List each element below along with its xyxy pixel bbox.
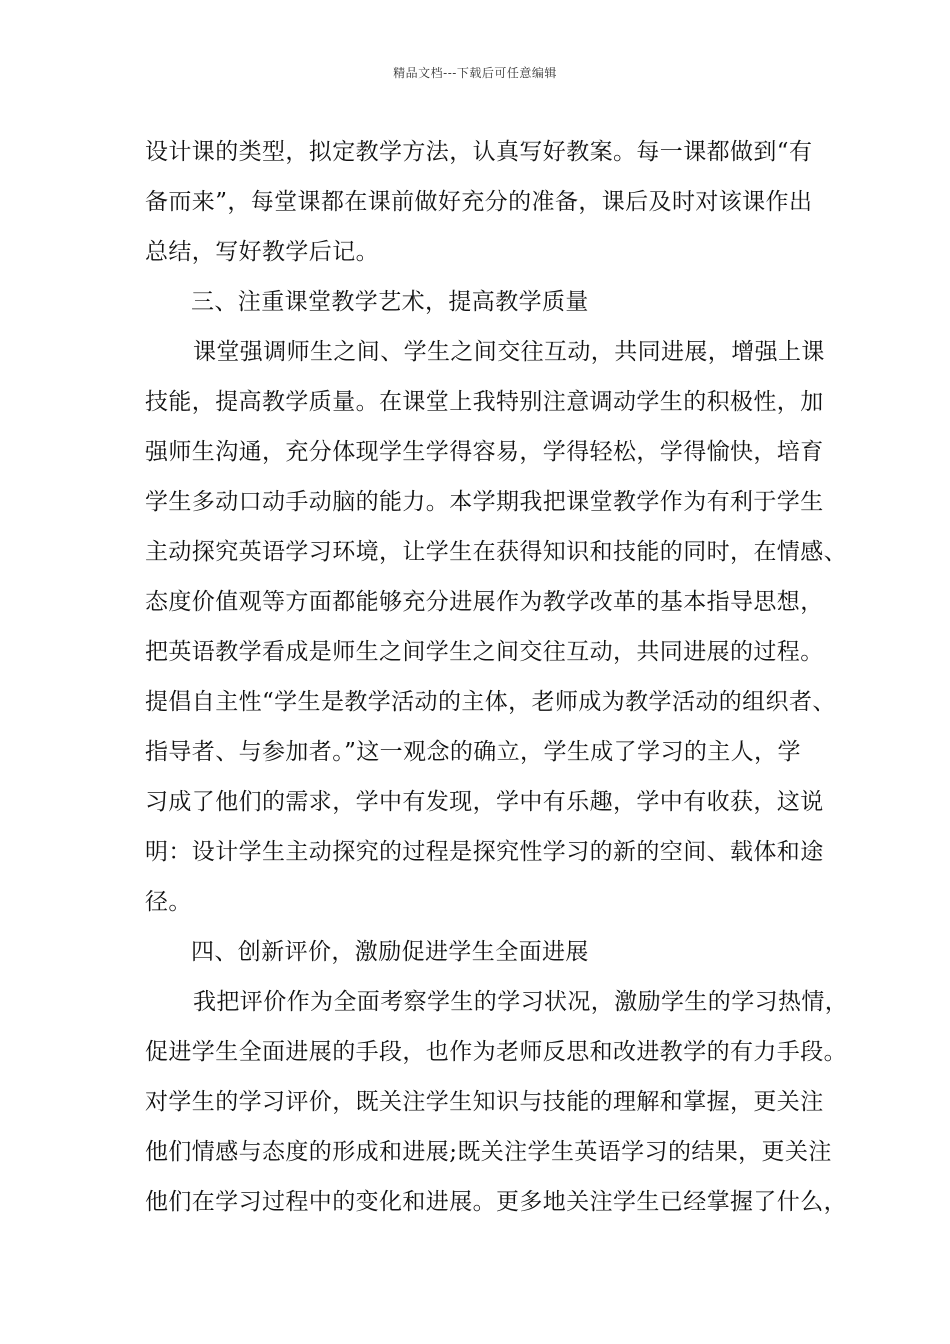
body-line: 主动探究英语学习环境，让学生在获得知识和技能的同时，在情感、: [145, 539, 847, 565]
body-line: 强师生沟通，充分体现学生学得容易，学得轻松，学得愉快，培育: [145, 439, 824, 465]
body-line: 备而来”，每堂课都在课前做好充分的准备，课后及时对该课作出: [145, 189, 813, 215]
body-line: 把英语教学看成是师生之间学生之间交往互动，共同进展的过程。: [145, 639, 824, 665]
body-line: 总结，写好教学后记。: [145, 239, 379, 265]
section-heading-4: 四、创新评价，激励促进学生全面进展: [191, 939, 589, 965]
body-line: 态度价值观等方面都能够充分进展作为教学改革的基本指导思想，: [145, 589, 824, 615]
body-line: 促进学生全面进展的手段，也作为老师反思和改进教学的有力手段。: [145, 1039, 847, 1065]
body-line: 学生多动口动手动脑的能力。本学期我把课堂教学作为有利于学生: [145, 489, 824, 515]
page-header: 精品文档---下载后可任意编辑: [393, 66, 557, 80]
body-line: 提倡自主性“学生是教学活动的主体，老师成为教学活动的组织者、: [145, 689, 836, 715]
body-line: 他们在学习过程中的变化和进展。更多地关注学生已经掌握了什么，: [145, 1189, 847, 1215]
body-line: 设计课的类型，拟定教学方法，认真写好教案。每一课都做到“有: [145, 139, 813, 165]
body-line: 他们情感与态度的形成和进展;既关注学生英语学习的结果，更关注: [145, 1139, 832, 1165]
body-line: 习成了他们的需求，学中有发现，学中有乐趣，学中有收获，这说: [145, 789, 824, 815]
body-line: 明：设计学生主动探究的过程是探究性学习的新的空间、载体和途: [145, 839, 824, 865]
body-line: 指导者、与参加者。”这一观念的确立，学生成了学习的主人，学: [145, 739, 801, 765]
body-line: 技能，提高教学质量。在课堂上我特别注意调动学生的积极性，加: [145, 389, 824, 415]
body-line: 径。: [145, 889, 192, 915]
body-line: 对学生的学习评价，既关注学生知识与技能的理解和掌握，更关注: [145, 1089, 824, 1115]
paragraph-start: 课堂强调师生之间、学生之间交往互动，共同进展，增强上课: [193, 339, 825, 365]
section-heading-3: 三、注重课堂教学艺术，提高教学质量: [191, 289, 589, 315]
document-body: [145, 127, 849, 1227]
paragraph-start: 我把评价作为全面考察学生的学习状况，激励学生的学习热情，: [193, 989, 849, 1015]
